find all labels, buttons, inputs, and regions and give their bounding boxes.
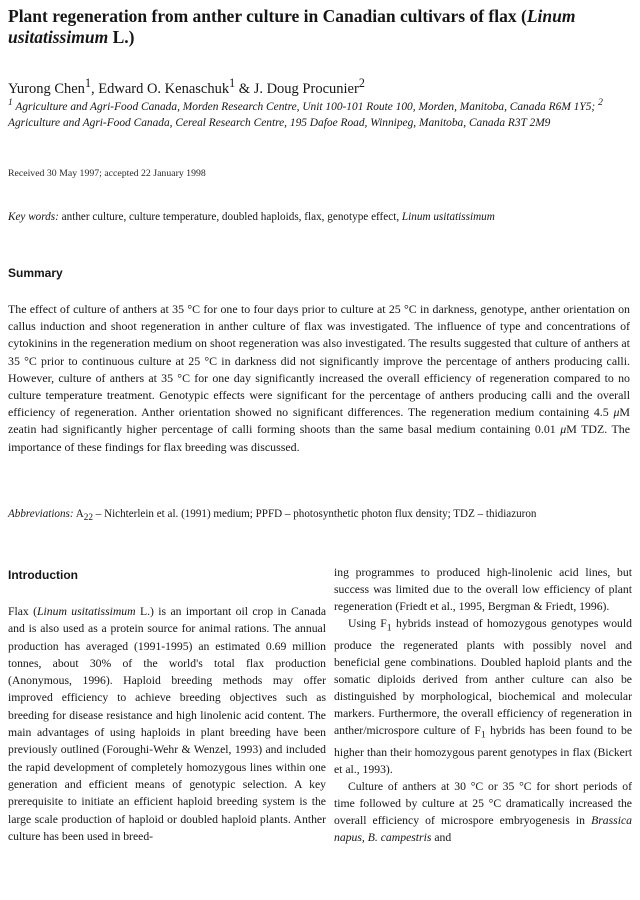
f1-subscript: 1 [480,729,486,741]
abbrev-a: A [73,508,84,520]
affil-1-mark: 1 [8,98,13,108]
keywords-species: Linum usitatissimum [401,211,495,223]
affiliations [8,95,632,131]
keywords [8,210,632,224]
intro-paragraph [8,603,326,845]
intro-text: and [431,831,452,845]
left-column [8,564,326,845]
author-1-affil-mark: 1 [84,76,91,90]
intro-paragraph: ing programmes to produced high-linolenic acid lines, but success was limited due to the overall low efficiency of plant regeneration (Friedt et al., 1995, Bergman & Friedt, 1996). [334,566,632,614]
intro-species: Linum usitatissimum [37,605,136,618]
title-end: L.) [108,27,135,47]
keywords-label: Key words: [8,211,59,223]
title-main: Plant regeneration from anther culture in Canadian cultivars of flax ( [8,6,527,26]
intro-species: Brassica napus, B. campestris [334,813,632,845]
intro-text: hybrids has been found to be higher than their homozygous parent genotypes in flax (Bickert et al., 1993). [334,724,633,776]
micro-symbol: μ [613,405,620,420]
author-separator: , [90,80,99,97]
introduction-heading: Introduction [8,568,78,582]
summary-text: M zeatin had significantly higher percentage of calli forming shoots than the same basal medium containing 0.01 [8,405,630,437]
abbreviations-text: – Nichterlein et al. (1991) medium; PPFD – photosynthetic photon flux density; TDZ – thidiazuron [92,508,537,520]
intro-text: Culture of anthers at 30 °C or 35 °C for short periods of time followed by culture at 25 °C dramatically increased the overall efficiency of microspore embryogenesis in [334,779,632,827]
author-2-affil-mark: 1 [229,76,236,90]
intro-text: L.) is an important oil crop in Canada and is also used as a protein source for animal rations. The annual production has averaged (1991-1995) an estimated 0.69 million tonnes, about 30% of the world's total flax production (Anonymous, 1996). Haploid breeding methods may offer improved efficiency to achieve breeding objectives such as breeding for disease resistance and high linolenic acid content. The main advantages of using haploids in plant breeding have been previously outlined (Foroughi-Wehr & Wenzel, 1993) and included the rapid development of completely homozygous lines within one generation and efficient means of genotypic selection. A key prerequisite to initiate an efficient haploid breeding system is the large scale production of haploid or doubled haploid plants. Anther culture has been used in breed- [8,605,327,843]
article-title [8,6,632,48]
summary-heading: Summary [8,266,63,280]
affil-1-text: Agriculture and Agri-Food Canada, Morden Research Centre, Unit 100-101 Route 100, Morden, Manitoba, Canada R6M 1Y5; [12,100,596,113]
author-1: Yurong Chen [8,80,85,97]
received-dates: Received 30 May 1997; accepted 22 January 1998 [8,168,206,179]
f1-subscript: 1 [386,622,392,634]
abbreviations [8,505,630,527]
author-2: Edward O. Kenaschuk [98,80,230,97]
intro-text: Using F [348,617,387,631]
intro-text: Flax ( [8,605,38,618]
intro-paragraph [334,778,632,846]
author-3: J. Doug Procunier [253,80,359,97]
keywords-text: anther culture, culture temperature, doubled haploids, flax, genotype effect, [58,211,402,223]
author-separator: & [235,80,254,97]
right-column [334,564,632,846]
micro-symbol: μ [560,422,567,437]
affil-2-text: Agriculture and Agri-Food Canada, Cereal Research Centre, 195 Dafoe Road, Winnipeg, Manitoba, Canada R3T 2M9 [8,116,551,129]
affil-2-mark: 2 [598,98,603,108]
summary-paragraph [8,301,630,456]
intro-text: hybrids instead of homozygous genotypes would produce the regenerated plants with possibly novel and beneficial gene combinations. Doubled haploid plants and the somatic diploids derived from anther culture can also be distinguished by morphological, biochemical and molecular markers. Furthermore, the overall efficiency of regeneration in anther/microspore culture of F [334,617,632,738]
abbreviations-label: Abbreviations: [8,508,74,520]
summary-text: The effect of culture of anthers at 35 °C for one to four days prior to culture at 25 °C in darkness, genotype, anther orientation on callus induction and shoot regeneration in anther culture of flax was investigated. The influence of type and concentrations of cytokinins in the regeneration medium on shoot regeneration was also investigated. The results suggested that culture of anthers at 35 °C prior to continuous culture at 25 °C in darkness did not significantly improve the percentage of anthers producing calli. However, culture of anthers at 35 °C for one day significantly increased the overall efficiency of regeneration compared to no culture temperature treatment. Genotypic effects were significant for the percentage of anthers producing calli and the overall efficiency of regeneration. Anther orientation showed no significant differences. The regeneration medium containing 4.5 [8,302,630,420]
abbrev-a-subscript: 22 [83,513,93,524]
summary-text: M TDZ. The importance of these findings for flax breeding was discussed. [8,422,630,454]
title-species: Linum usitatissimum [8,6,576,47]
intro-paragraph [334,615,632,778]
author-3-affil-mark: 2 [358,76,365,90]
